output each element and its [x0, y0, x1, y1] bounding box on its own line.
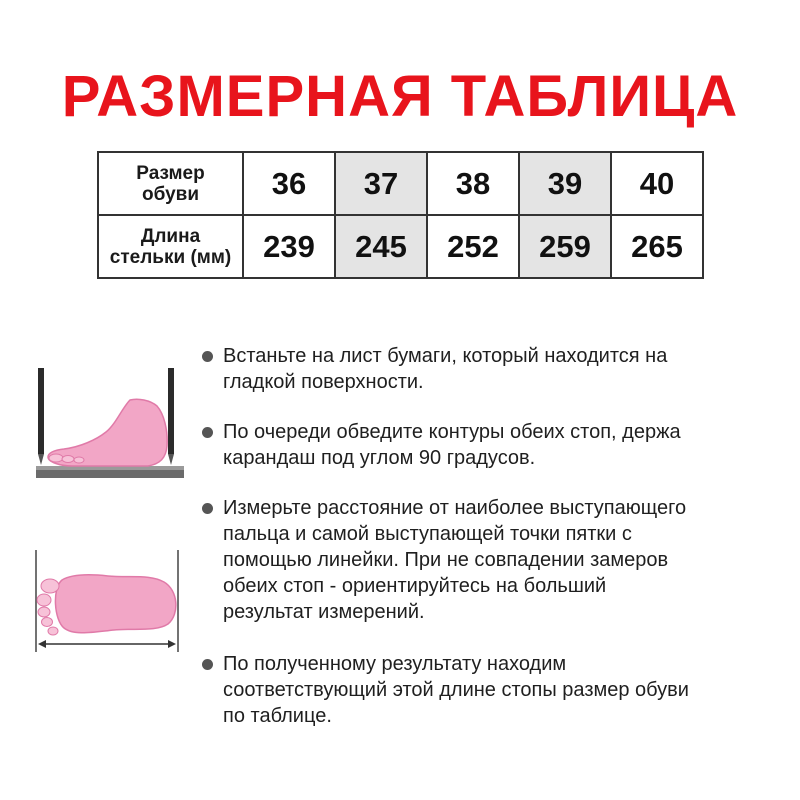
length-cell: 252 [427, 215, 519, 278]
step-line: по таблице. [223, 705, 332, 727]
length-cell: 239 [243, 215, 335, 278]
step-line: Измерьте расстояние от наиболее выступающего [223, 497, 687, 519]
step-line: По очереди обведите контуры обеих стоп, держа [223, 421, 681, 443]
foot-side-view-icon [30, 362, 190, 484]
step-line: Встаньте на лист бумаги, который находится на [223, 345, 668, 367]
pencil-icon [168, 368, 174, 465]
pencil-icon [38, 368, 44, 465]
bullet-icon [202, 351, 213, 362]
step-line: результат измерений. [223, 601, 425, 623]
size-cell: 39 [519, 152, 611, 215]
table-row-length [98, 215, 703, 278]
step-2 [202, 419, 681, 471]
bullet-icon [202, 503, 213, 514]
size-label-line1: Размер [136, 162, 205, 184]
size-cell: 36 [243, 152, 335, 215]
size-label-line2: обуви [141, 183, 200, 205]
length-label-line2: стельки (мм) [109, 246, 232, 268]
size-table [97, 151, 704, 279]
step-3 [202, 495, 686, 625]
measure-arrow-icon [38, 640, 176, 648]
size-cell: 37 [335, 152, 427, 215]
step-line: помощью линейки. При не совпадении замеров [223, 549, 669, 571]
length-label [98, 215, 243, 278]
bullet-icon [202, 659, 213, 670]
size-cell: 40 [611, 152, 703, 215]
size-cell: 38 [427, 152, 519, 215]
step-line: соответствующий этой длине стопы размер обуви [223, 679, 689, 701]
length-label-line1: Длина [140, 225, 201, 247]
foot-sole [55, 575, 175, 633]
length-cell: 245 [335, 215, 427, 278]
floor-slab [36, 469, 184, 478]
bullet-icon [202, 427, 213, 438]
length-cell: 259 [519, 215, 611, 278]
step-1 [202, 343, 667, 395]
page-title: РАЗМЕРНАЯ ТАБЛИЦА [61, 64, 739, 129]
size-label [98, 152, 243, 215]
length-cell: 265 [611, 215, 703, 278]
step-line: карандаш под углом 90 градусов. [223, 447, 536, 469]
step-line: пальца и самой выступающей точки пятки с [223, 523, 632, 545]
step-line: обеих стоп - ориентируйтесь на больший [223, 575, 607, 597]
step-line: По полученному результату находим [223, 653, 567, 675]
step-line: гладкой поверхности. [223, 371, 424, 393]
foot-top-view-icon [30, 540, 190, 658]
step-4 [202, 651, 689, 729]
table-row-size [98, 152, 703, 215]
